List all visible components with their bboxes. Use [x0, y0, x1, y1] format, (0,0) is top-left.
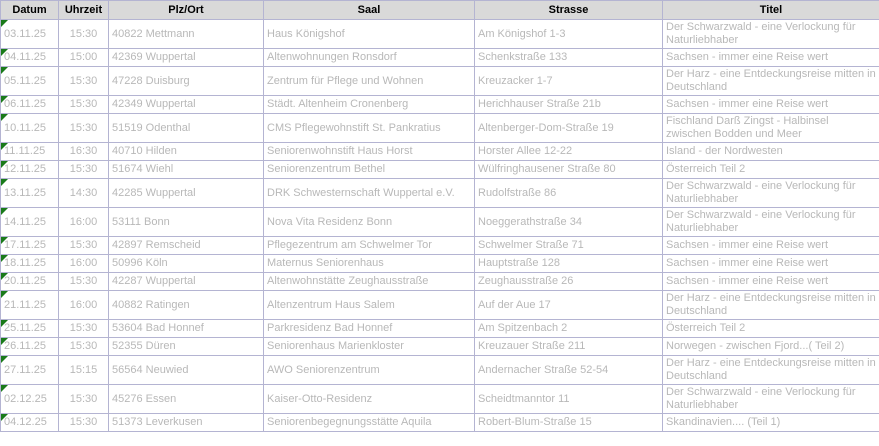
cell-venue[interactable] [264, 273, 475, 291]
cell-title[interactable] [663, 49, 879, 67]
table-row [1, 208, 879, 237]
cell-date[interactable] [1, 143, 59, 161]
date-text: 06.11.25 [4, 98, 47, 110]
time-text: 16:00 [69, 298, 98, 311]
table-row [1, 273, 879, 291]
cell-venue[interactable] [264, 414, 475, 432]
street-text: Schwelmer Straße 71 [478, 239, 584, 251]
location-text: 53604 Bad Honnef [112, 322, 204, 334]
table-row [1, 414, 879, 432]
title-text: Der Schwarzwald - eine Verlockung für Naturliebhaber [666, 21, 856, 46]
cell-date[interactable] [1, 237, 59, 255]
cell-time[interactable] [59, 414, 109, 432]
cell-street[interactable] [475, 208, 663, 237]
cell-location[interactable] [109, 385, 264, 414]
cell-date[interactable] [1, 20, 59, 49]
table-row [1, 320, 879, 338]
cell-date[interactable] [1, 338, 59, 356]
cell-location[interactable] [109, 237, 264, 255]
cell-title[interactable] [663, 320, 879, 338]
header-titel[interactable]: Titel [663, 1, 879, 20]
cell-time[interactable] [59, 291, 109, 320]
cell-venue[interactable] [264, 208, 475, 237]
time-text: 14:30 [69, 186, 98, 199]
cell-location[interactable] [109, 20, 264, 49]
location-text: 51373 Leverkusen [112, 416, 203, 428]
error-indicator-icon [1, 67, 8, 74]
cell-location[interactable] [109, 255, 264, 273]
cell-title[interactable] [663, 179, 879, 208]
cell-time[interactable] [59, 161, 109, 179]
venue-text: Seniorenzentrum Bethel [267, 163, 386, 175]
cell-venue[interactable] [264, 161, 475, 179]
location-text: 56564 Neuwied [112, 363, 189, 376]
date-text: 13.11.25 [4, 186, 47, 199]
date-text: 04.12.25 [4, 416, 47, 428]
cell-date[interactable] [1, 255, 59, 273]
cell-venue[interactable] [264, 20, 475, 49]
cell-date[interactable] [1, 320, 59, 338]
time-text: 16:30 [69, 145, 98, 157]
venue-text: Kaiser-Otto-Residenz [267, 392, 373, 405]
time-text: 15:30 [69, 322, 98, 334]
cell-date[interactable] [1, 161, 59, 179]
table-row [1, 143, 879, 161]
cell-time[interactable] [59, 114, 109, 143]
date-text: 21.11.25 [4, 298, 47, 311]
cell-street[interactable] [475, 67, 663, 96]
cell-date[interactable] [1, 385, 59, 414]
error-indicator-icon [1, 114, 8, 121]
title-text: Island - der Nordwesten [666, 145, 783, 157]
cell-location[interactable] [109, 67, 264, 96]
error-indicator-icon [1, 237, 8, 244]
cell-time[interactable] [59, 338, 109, 356]
cell-venue[interactable] [264, 385, 475, 414]
cell-street[interactable] [475, 96, 663, 114]
location-text: 42285 Wuppertal [112, 186, 196, 199]
cell-street[interactable] [475, 114, 663, 143]
cell-time[interactable] [59, 143, 109, 161]
cell-venue[interactable] [264, 291, 475, 320]
cell-street[interactable] [475, 291, 663, 320]
events-table-body [1, 20, 879, 432]
cell-street[interactable] [475, 20, 663, 49]
cell-title[interactable] [663, 273, 879, 291]
time-text: 15:30 [69, 121, 98, 134]
street-text: Am Königshof 1-3 [478, 27, 566, 40]
location-text: 47228 Duisburg [112, 74, 190, 87]
time-text: 15:30 [69, 74, 98, 87]
location-text: 42897 Remscheid [112, 239, 201, 251]
table-row [1, 338, 879, 356]
cell-time[interactable] [59, 255, 109, 273]
cell-location[interactable] [109, 414, 264, 432]
location-text: 42287 Wuppertal [112, 275, 196, 287]
venue-text: Maternus Seniorenhaus [267, 257, 384, 269]
header-saal[interactable]: Saal [264, 1, 475, 20]
cell-time[interactable] [59, 273, 109, 291]
street-text: Auf der Aue 17 [478, 298, 551, 311]
street-text: Am Spitzenbach 2 [478, 322, 568, 334]
cell-date[interactable] [1, 414, 59, 432]
cell-time[interactable] [59, 96, 109, 114]
cell-venue[interactable] [264, 49, 475, 67]
venue-text: Seniorenhaus Marienkloster [267, 340, 404, 352]
cell-location[interactable] [109, 208, 264, 237]
cell-time[interactable] [59, 179, 109, 208]
table-row [1, 255, 879, 273]
cell-time[interactable] [59, 208, 109, 237]
date-text: 25.11.25 [4, 322, 47, 334]
header-uhrzeit[interactable]: Uhrzeit [59, 1, 109, 20]
error-indicator-icon [1, 291, 8, 298]
time-text: 15:30 [69, 392, 98, 405]
table-row [1, 96, 879, 114]
title-text: Der Harz - eine Entdeckungsreise mitten in Deutschland [666, 292, 876, 317]
date-text: 20.11.25 [4, 275, 47, 287]
time-text: 15:00 [69, 51, 98, 63]
cell-street[interactable] [475, 414, 663, 432]
cell-title[interactable] [663, 67, 879, 96]
time-text: 15:30 [69, 340, 98, 352]
cell-street[interactable] [475, 179, 663, 208]
title-text: Sachsen - immer eine Reise wert [666, 257, 829, 269]
cell-title[interactable] [663, 114, 879, 143]
cell-venue[interactable] [264, 237, 475, 255]
error-indicator-icon [1, 179, 8, 186]
cell-date[interactable] [1, 49, 59, 67]
street-text: Kreuzauer Straße 211 [478, 340, 586, 352]
cell-date[interactable] [1, 208, 59, 237]
title-text: Skandinavien.... (Teil 1) [666, 416, 781, 428]
time-text: 15:30 [69, 163, 98, 175]
cell-date[interactable] [1, 67, 59, 96]
street-text: Kreuzacker 1-7 [478, 74, 553, 87]
cell-location[interactable] [109, 49, 264, 67]
error-indicator-icon [1, 338, 8, 345]
location-text: 51674 Wiehl [112, 163, 174, 175]
cell-venue[interactable] [264, 338, 475, 356]
location-text: 50996 Köln [112, 257, 168, 269]
error-indicator-icon [1, 161, 8, 168]
street-text: Andernacher Straße 52-54 [478, 363, 609, 376]
date-text: 05.11.25 [4, 74, 47, 87]
venue-text: Altenzentrum Haus Salem [267, 298, 395, 311]
cell-title[interactable] [663, 143, 879, 161]
cell-location[interactable] [109, 143, 264, 161]
header-plz-ort[interactable]: Plz/Ort [109, 1, 264, 20]
title-text: Sachsen - immer eine Reise wert [666, 51, 829, 63]
cell-venue[interactable] [264, 67, 475, 96]
cell-location[interactable] [109, 161, 264, 179]
error-indicator-icon [1, 273, 8, 280]
error-indicator-icon [1, 208, 8, 215]
cell-date[interactable] [1, 291, 59, 320]
street-text: Robert-Blum-Straße 15 [478, 416, 592, 428]
location-text: 42369 Wuppertal [112, 51, 196, 63]
error-indicator-icon [1, 414, 8, 421]
cell-venue[interactable] [264, 255, 475, 273]
street-text: Wülfringhausener Straße 80 [478, 163, 616, 175]
cell-location[interactable] [109, 338, 264, 356]
table-row [1, 356, 879, 385]
venue-text: CMS Pflegewohnstift St. Pankratius [267, 121, 441, 134]
cell-time[interactable] [59, 237, 109, 255]
date-text: 26.11.25 [4, 340, 47, 352]
venue-text: Pflegezentrum am Schwelmer Tor [267, 239, 432, 251]
cell-street[interactable] [475, 161, 663, 179]
date-text: 18.11.25 [4, 257, 47, 269]
error-indicator-icon [1, 356, 8, 363]
cell-location[interactable] [109, 96, 264, 114]
time-text: 16:00 [69, 215, 98, 228]
venue-text: Haus Königshof [267, 27, 345, 40]
date-text: 02.12.25 [4, 392, 47, 405]
venue-text: Nova Vita Residenz Bonn [267, 215, 393, 228]
cell-street[interactable] [475, 237, 663, 255]
location-text: 40882 Ratingen [112, 298, 190, 311]
venue-text: Seniorenwohnstift Haus Horst [267, 145, 413, 157]
date-text: 12.11.25 [4, 163, 47, 175]
header-datum[interactable]: Datum [1, 1, 59, 20]
cell-date[interactable] [1, 179, 59, 208]
cell-street[interactable] [475, 143, 663, 161]
cell-venue[interactable] [264, 114, 475, 143]
cell-location[interactable] [109, 273, 264, 291]
title-text: Österreich Teil 2 [666, 163, 746, 175]
table-row [1, 385, 879, 414]
cell-title[interactable] [663, 255, 879, 273]
location-text: 53111 Bonn [112, 215, 170, 228]
title-text: Österreich Teil 2 [666, 322, 746, 334]
cell-title[interactable] [663, 161, 879, 179]
cell-street[interactable] [475, 49, 663, 67]
cell-street[interactable] [475, 385, 663, 414]
venue-text: AWO Seniorenzentrum [267, 363, 380, 376]
title-text: Fischland Darß Zingst - Halbinsel zwischen Bodden und Meer [666, 115, 829, 140]
date-text: 27.11.25 [4, 363, 47, 376]
title-text: Norwegen - zwischen Fjord...( Teil 2) [666, 340, 845, 352]
cell-street[interactable] [475, 320, 663, 338]
cell-venue[interactable] [264, 96, 475, 114]
cell-title[interactable] [663, 291, 879, 320]
title-text: Der Harz - eine Entdeckungsreise mitten in Deutschland [666, 357, 876, 382]
cell-venue[interactable] [264, 356, 475, 385]
venue-text: Zentrum für Pflege und Wohnen [267, 74, 424, 87]
time-text: 15:30 [69, 98, 98, 110]
street-text: Zeughausstraße 26 [478, 275, 574, 287]
cell-location[interactable] [109, 179, 264, 208]
time-text: 15:15 [69, 363, 98, 376]
cell-title[interactable] [663, 96, 879, 114]
error-indicator-icon [1, 143, 8, 150]
cell-location[interactable] [109, 320, 264, 338]
date-text: 14.11.25 [4, 215, 47, 228]
cell-title[interactable] [663, 385, 879, 414]
title-text: Sachsen - immer eine Reise wert [666, 98, 829, 110]
title-text: Der Schwarzwald - eine Verlockung für Naturliebhaber [666, 209, 856, 234]
cell-title[interactable] [663, 237, 879, 255]
time-text: 15:30 [69, 275, 98, 287]
venue-text: DRK Schwesternschaft Wuppertal e.V. [267, 186, 455, 199]
street-text: Altenberger-Dom-Straße 19 [478, 121, 614, 134]
street-text: Hauptstraße 128 [478, 257, 560, 269]
cell-time[interactable] [59, 385, 109, 414]
cell-venue[interactable] [264, 320, 475, 338]
time-text: 15:30 [69, 27, 98, 40]
cell-date[interactable] [1, 356, 59, 385]
cell-venue[interactable] [264, 179, 475, 208]
title-text: Der Schwarzwald - eine Verlockung für Naturliebhaber [666, 386, 856, 411]
error-indicator-icon [1, 96, 8, 103]
cell-venue[interactable] [264, 143, 475, 161]
venue-text: Parkresidenz Bad Honnef [267, 322, 393, 334]
venue-text: Altenwohnstätte Zeughausstraße [267, 275, 429, 287]
table-row [1, 67, 879, 96]
cell-street[interactable] [475, 356, 663, 385]
location-text: 40822 Mettmann [112, 27, 195, 40]
location-text: 52355 Düren [112, 340, 176, 352]
error-indicator-icon [1, 20, 8, 27]
date-text: 10.11.25 [4, 121, 47, 134]
location-text: 40710 Hilden [112, 145, 177, 157]
cell-street[interactable] [475, 255, 663, 273]
cell-time[interactable] [59, 67, 109, 96]
table-row [1, 49, 879, 67]
cell-title[interactable] [663, 338, 879, 356]
venue-text: Altenwohnungen Ronsdorf [267, 51, 397, 63]
title-text: Sachsen - immer eine Reise wert [666, 275, 829, 287]
table-row [1, 20, 879, 49]
date-text: 03.11.25 [4, 27, 47, 40]
date-text: 04.11.25 [4, 51, 47, 63]
error-indicator-icon [1, 255, 8, 262]
table-row [1, 179, 879, 208]
title-text: Sachsen - immer eine Reise wert [666, 239, 829, 251]
cell-time[interactable] [59, 20, 109, 49]
title-text: Der Schwarzwald - eine Verlockung für Naturliebhaber [666, 180, 856, 205]
venue-text: Städt. Altenheim Cronenberg [267, 98, 409, 110]
street-text: Rudolfstraße 86 [478, 186, 557, 199]
title-text: Der Harz - eine Entdeckungsreise mitten in Deutschland [666, 68, 876, 93]
header-row [1, 1, 879, 20]
street-text: Noeggerathstraße 34 [478, 215, 582, 228]
cell-location[interactable] [109, 114, 264, 143]
location-text: 42349 Wuppertal [112, 98, 196, 110]
time-text: 15:30 [69, 239, 98, 251]
date-text: 11.11.25 [4, 145, 46, 157]
error-indicator-icon [1, 385, 8, 392]
header-strasse[interactable]: Strasse [475, 1, 663, 20]
table-row [1, 114, 879, 143]
error-indicator-icon [1, 320, 8, 327]
date-text: 17.11.25 [4, 239, 47, 251]
location-text: 51519 Odenthal [112, 121, 191, 134]
cell-title[interactable] [663, 20, 879, 49]
venue-text: Seniorenbegegnungsstätte Aquila [267, 416, 432, 428]
cell-title[interactable] [663, 414, 879, 432]
cell-street[interactable] [475, 273, 663, 291]
error-indicator-icon [1, 49, 8, 56]
cell-time[interactable] [59, 49, 109, 67]
cell-time[interactable] [59, 320, 109, 338]
street-text: Horster Allee 12-22 [478, 145, 573, 157]
cell-date[interactable] [1, 96, 59, 114]
street-text: Herichhauser Straße 21b [478, 98, 601, 110]
cell-time[interactable] [59, 356, 109, 385]
table-row [1, 161, 879, 179]
cell-date[interactable] [1, 273, 59, 291]
cell-date[interactable] [1, 114, 59, 143]
table-row [1, 237, 879, 255]
cell-location[interactable] [109, 356, 264, 385]
time-text: 15:30 [69, 416, 98, 428]
street-text: Schenkstraße 133 [478, 51, 568, 63]
location-text: 45276 Essen [112, 392, 177, 405]
cell-location[interactable] [109, 291, 264, 320]
street-text: Scheidtmanntor 11 [478, 392, 570, 405]
cell-title[interactable] [663, 208, 879, 237]
cell-street[interactable] [475, 338, 663, 356]
table-row [1, 291, 879, 320]
cell-title[interactable] [663, 356, 879, 385]
time-text: 16:00 [69, 257, 98, 269]
